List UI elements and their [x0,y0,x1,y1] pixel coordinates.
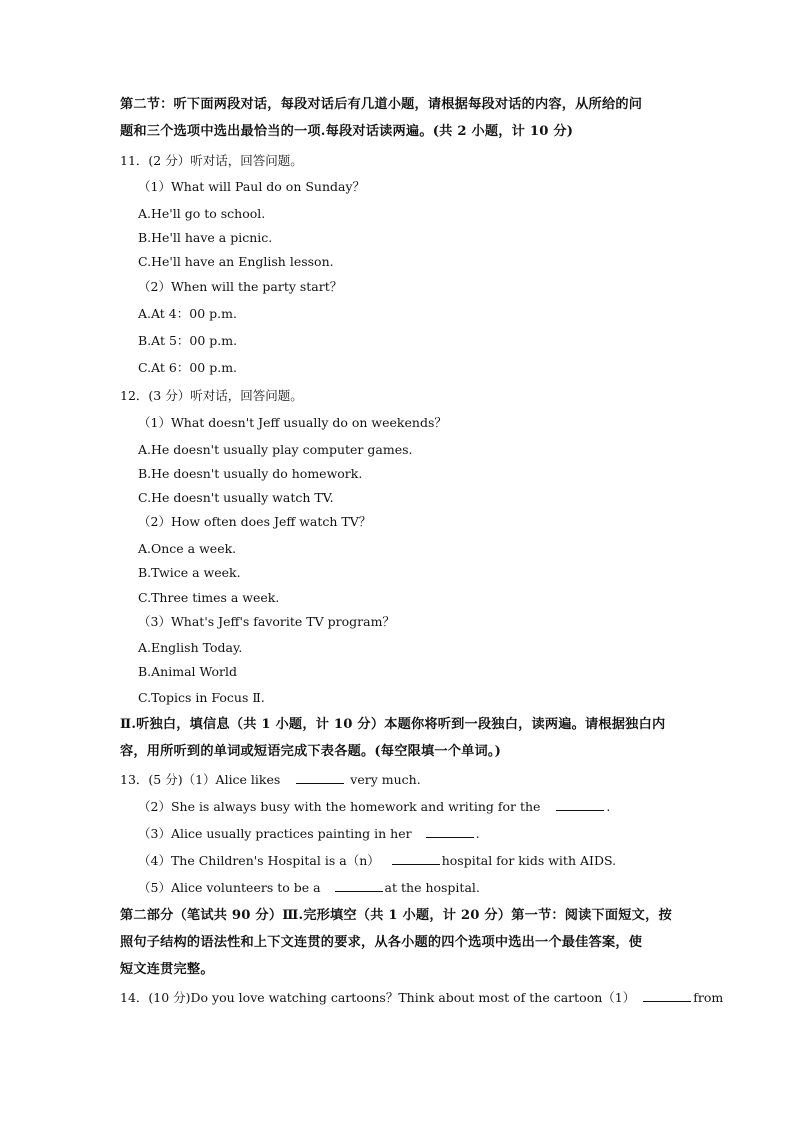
q13-s3-blank[interactable] [426,826,474,838]
q12-sub2-option-b: B.Twice a week. [138,565,241,580]
q13-s2-tail: . [606,799,611,814]
q12-sub2-option-c: C.Three times a week. [138,590,280,605]
q11-sub1-option-c: C.He'll have an English lesson. [138,254,334,269]
section2-heading-line2: 题和三个选项中选出最恰当的一项.每段对话读两遍。(共 2 小题，计 10 分) [120,124,574,139]
q13-s1-tail: very much. [350,772,421,787]
q13-s4-blank[interactable] [392,853,440,865]
q13-sentence-4 [138,853,616,869]
q11-sub2-option-b: B.At 5：00 p.m. [138,333,238,348]
q12-sub2-question: （2）How often does Jeff watch TV？ [138,514,372,529]
q14-text: 14．(10 分)Do you love watching cartoons？Think about most of the cartoon（1） [120,990,636,1005]
part2-heading-line1: 第二部分（笔试共 90 分）Ⅲ.完形填空（共 1 小题，计 20 分）第一节：阅读下面短文，按 [120,908,672,923]
q12-sub3-option-b: B.Animal World [138,664,238,679]
q11-stem: 11．(2 分）听对话，回答问题。 [120,153,303,168]
q13-s5-text: （5）Alice volunteers to be a [138,880,321,895]
q13-s2-text: （2）She is always busy with the homework and writing for the [138,799,541,814]
q12-sub1-option-b: B.He doesn't usually do homework. [138,466,363,481]
q13-s5-blank[interactable] [335,880,383,892]
q11-sub1-option-b: B.He'll have a picnic. [138,230,273,245]
q11-sub2-question: （2）When will the party start？ [138,279,343,294]
q13-s2-blank[interactable] [556,799,604,811]
q12-sub3-question: （3）What's Jeff's favorite TV program？ [138,614,395,629]
q11-sub2-option-c: C.At 6：00 p.m. [138,360,238,375]
q13-sentence-3 [138,826,480,842]
q11-sub1-question: （1）What will Paul do on Sunday？ [138,179,366,194]
q13-sentence-5 [138,880,480,896]
q12-sub1-option-c: C.He doesn't usually watch TV. [138,490,334,505]
q13-s3-text: （3）Alice usually practices painting in her [138,826,412,841]
q13-s3-tail: . [475,826,480,841]
q11-sub2-option-a: A.At 4：00 p.m. [138,306,237,321]
q12-sub3-option-c: C.Topics in Focus Ⅱ. [138,690,265,705]
q12-sub3-option-a: A.English Today. [138,640,243,655]
q14-sentence [120,990,723,1006]
q12-sub1-option-a: A.He doesn't usually play computer games. [138,442,413,457]
q13-s5-tail: at the hospital. [384,880,480,895]
q13-s1-blank[interactable] [296,772,344,784]
section-ii-heading-line2: 容，用所听到的单词或短语完成下表各题。(每空限填一个单词。) [120,744,502,759]
part2-heading-line3: 短文连贯完整。 [120,962,214,977]
q13-s4-tail: hospital for kids with AIDS. [441,853,617,868]
q13-sentence-2 [138,799,610,815]
q13-s1-text: 13．(5 分)（1）Alice likes [120,772,281,787]
q12-sub1-question: （1）What doesn't Jeff usually do on weekends？ [138,415,447,430]
q14-tail: from [693,990,724,1005]
q13-sentence-1 [120,772,421,788]
q12-sub2-option-a: A.Once a week. [138,541,237,556]
section2-heading-line1: 第二节：听下面两段对话，每段对话后有几道小题，请根据每段对话的内容，从所给的问 [120,97,643,112]
q11-sub1-option-a: A.He'll go to school. [138,206,266,221]
q14-blank-1[interactable] [643,990,691,1002]
q13-s4-text: （4）The Children's Hospital is a（n） [138,853,380,868]
q12-stem: 12．(3 分）听对话，回答问题。 [120,388,303,403]
section-ii-heading-line1: Ⅱ.听独白，填信息（共 1 小题，计 10 分）本题你将听到一段独白，读两遍。请根据独白内 [120,717,666,732]
part2-heading-line2: 照句子结构的语法性和上下文连贯的要求，从各小题的四个选项中选出一个最佳答案，使 [120,935,643,950]
